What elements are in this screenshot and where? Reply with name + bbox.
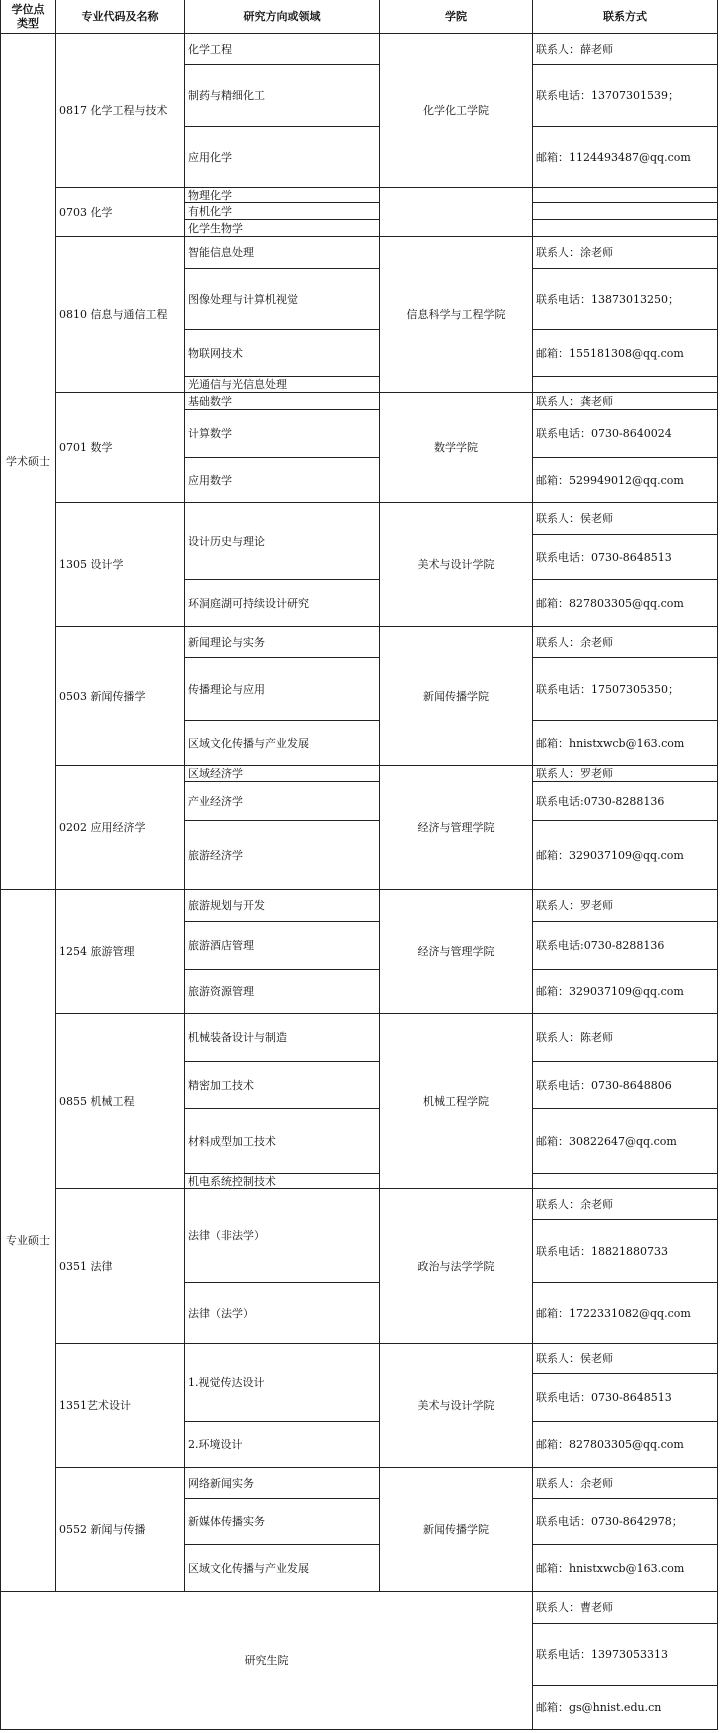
contact-cell [532,219,718,237]
college-cell [379,1188,533,1344]
college-cell [379,236,533,393]
degree-type-cell-text: 学术硕士 [6,455,50,468]
direction-cell [184,202,380,220]
contact-cell-text: 联系电话：13973053313 [536,1648,668,1661]
contact-cell [532,1591,718,1624]
direction-cell [184,329,380,377]
direction-cell-text: 制药与精细化工 [188,89,265,102]
contact-cell [532,1685,718,1730]
direction-cell [184,889,380,922]
major-name-cell-text: 0351 法律 [59,1259,113,1273]
contact-cell-text: 邮箱：329037109@qq.com [536,985,684,998]
major-name-cell-text: 0202 应用经济学 [59,821,146,834]
direction-cell [184,1343,380,1422]
direction-cell [184,376,380,393]
direction-cell-text: 有机化学 [188,204,232,218]
contact-cell [532,657,718,721]
contact-cell [532,64,718,127]
direction-cell [184,781,380,821]
contact-cell [532,1623,718,1686]
direction-cell-text: 计算数学 [188,427,232,440]
direction-cell [184,392,380,410]
direction-cell-text: 材料成型加工技术 [188,1134,276,1148]
contact-cell-text: 联系电话：0730-8648513 [536,550,672,564]
contact-cell [532,392,718,410]
direction-cell-text: 物理化学 [188,188,232,202]
header-major-text: 专业代码及名称 [81,9,159,23]
direction-cell-text: 法律（非法学） [188,1229,265,1242]
contact-cell [532,1013,718,1062]
major-name-cell-text: 0503 新闻传播学 [59,689,146,703]
major-name-cell [55,889,185,1014]
contact-cell-text: 邮箱：1124493487@qq.com [536,150,691,164]
contact-cell-text: 邮箱：gs@hnist.edu.cn [536,1701,662,1714]
contact-cell [532,457,718,503]
direction-cell [184,457,380,503]
direction-cell-text: 新闻理论与实务 [188,635,265,649]
contact-cell [532,1421,718,1468]
contact-cell-text: 联系人：曹老师 [536,1601,613,1614]
major-name-cell-text: 0817 化学工程与技术 [59,104,168,117]
college-cell-text: 机械工程学院 [423,1094,489,1108]
college-cell [379,502,533,627]
direction-cell [184,579,380,627]
major-name-cell [55,765,185,890]
direction-cell [184,268,380,330]
major-name-cell [55,626,185,766]
major-name-cell-text: 1351艺术设计 [59,1399,131,1412]
direction-cell-text: 2.环境设计 [188,1438,243,1451]
contact-cell [532,1343,718,1374]
contact-cell-text: 联系电话：13707301539； [536,89,679,102]
college-cell-text: 美术与设计学院 [417,1399,495,1412]
college-cell-text: 美术与设计学院 [417,558,495,571]
major-name-cell [55,392,185,503]
direction-cell [184,64,380,127]
contact-cell [532,720,718,766]
contact-cell-text: 联系电话：13873013250； [536,292,679,306]
direction-cell [184,1498,380,1545]
direction-cell-text: 区域文化传播与产业发展 [188,1561,309,1575]
contact-cell [532,1173,718,1189]
college-cell-text: 新闻传播学院 [423,689,489,703]
direction-cell-text: 产业经济学 [188,794,243,808]
direction-cell [184,720,380,766]
direction-cell-text: 应用数学 [188,473,232,487]
contact-cell-text: 联系电话：0730-8648806 [536,1078,672,1092]
direction-cell-text: 法律（法学） [188,1306,254,1320]
header-direction-text: 研究方向或领域 [243,9,321,23]
contact-cell [532,626,718,658]
college-cell-text: 信息科学与工程学院 [406,308,506,321]
contact-cell [532,579,718,627]
contact-cell-text: 联系人：余老师 [536,1476,613,1490]
major-name-cell [55,1343,185,1468]
header-major [55,0,185,34]
college-cell-text: 数学学院 [434,441,478,454]
contact-cell-text: 联系人：罗老师 [536,767,613,780]
contact-cell-text: 邮箱：827803305@qq.com [536,596,684,610]
direction-cell-text: 物联网技术 [188,346,243,360]
college-cell [379,765,533,890]
contact-cell [532,1467,718,1499]
college-cell [379,1013,533,1189]
college-cell-text: 政治与法学学院 [417,1259,495,1273]
degree-type-cell-text: 专业硕士 [6,1234,50,1247]
direction-cell [184,820,380,890]
contact-cell-text: 联系电话：0730-8640024 [536,427,672,440]
direction-cell [184,1467,380,1499]
header-college-text: 学院 [445,9,467,23]
contact-cell-text: 联系人：余老师 [536,1197,613,1211]
contact-cell [532,126,718,188]
contact-cell-text: 联系电话:0730-8288136 [536,794,665,808]
contact-cell [532,1188,718,1220]
direction-cell-text: 精密加工技术 [188,1078,254,1092]
contact-cell-text: 邮箱：329037109@qq.com [536,848,684,862]
contact-cell [532,376,718,393]
contact-cell-text: 联系人：侯老师 [536,1352,613,1365]
direction-cell [184,1188,380,1283]
direction-cell [184,1544,380,1592]
direction-cell-text: 环洞庭湖可持续设计研究 [188,596,309,610]
header-degree-type [0,0,56,34]
direction-cell-text: 图像处理与计算机视觉 [188,292,298,306]
contact-cell [532,329,718,377]
direction-cell [184,236,380,269]
major-name-cell-text: 1254 旅游管理 [59,945,135,958]
direction-cell-text: 旅游资源管理 [188,985,254,998]
major-name-cell-text: 0810 信息与通信工程 [59,308,168,321]
contact-cell [532,502,718,535]
major-name-cell [55,502,185,627]
contact-cell-text: 邮箱：30822647@qq.com [536,1134,677,1148]
direction-cell-text: 旅游规划与开发 [188,899,265,912]
major-name-cell-text: 1305 设计学 [59,558,124,571]
major-name-cell [55,1013,185,1189]
header-college [379,0,533,34]
contact-cell [532,33,718,65]
college-cell-text: 化学化工学院 [423,104,489,117]
direction-cell-text: 应用化学 [188,150,232,164]
college-cell [379,626,533,766]
direction-cell [184,409,380,458]
contact-cell-text: 邮箱：155181308@qq.com [536,346,684,360]
contact-cell-text: 联系人：罗老师 [536,899,613,912]
direction-cell-text: 化学工程 [188,42,232,56]
college-cell-text: 经济与管理学院 [417,945,495,958]
direction-cell-text: 光通信与光信息处理 [188,378,287,391]
degree-type-cell [0,889,56,1592]
contact-cell-text: 联系电话:0730-8288136 [536,939,665,952]
contact-cell [532,1108,718,1174]
direction-cell-text: 智能信息处理 [188,246,254,259]
contact-cell [532,1219,718,1283]
contact-cell-text: 邮箱：827803305@qq.com [536,1438,684,1451]
contact-cell-text: 联系电话：18821880733 [536,1244,668,1258]
direction-cell-text: 传播理论与应用 [188,682,265,696]
degree-type-cell [0,33,56,890]
direction-cell-text: 基础数学 [188,394,232,408]
direction-cell [184,502,380,580]
direction-cell [184,1173,380,1189]
contact-cell [532,1061,718,1109]
contact-cell [532,409,718,458]
direction-cell-text: 区域经济学 [188,767,243,780]
header-degree-type-text: 学位点 类型 [11,2,45,30]
major-name-cell-text: 0701 数学 [59,441,113,454]
major-name-cell-text: 0703 化学 [59,205,113,219]
college-cell-text: 新闻传播学院 [423,1523,489,1536]
direction-cell [184,1061,380,1109]
contact-cell-text: 联系电话：0730-8648513 [536,1391,672,1404]
contact-cell-text: 联系电话：0730-8642978； [536,1515,683,1528]
direction-cell-text: 旅游酒店管理 [188,939,254,952]
header-direction [184,0,380,34]
graduate-school-cell [0,1591,533,1730]
direction-cell-text: 新媒体传播实务 [188,1515,265,1528]
direction-cell [184,1013,380,1062]
direction-cell [184,657,380,721]
college-cell [379,1343,533,1468]
contact-cell [532,1282,718,1344]
contact-cell [532,1373,718,1422]
contact-cell [532,969,718,1014]
header-contact [532,0,718,34]
direction-cell [184,626,380,658]
direction-cell [184,1108,380,1174]
direction-cell-text: 网络新闻实务 [188,1476,254,1490]
contact-cell-text: 联系人：侯老师 [536,512,613,525]
major-name-cell [55,1188,185,1344]
major-name-cell [55,33,185,188]
contact-cell [532,889,718,922]
contact-cell [532,820,718,890]
direction-cell-text: 机械装备设计与制造 [188,1031,287,1044]
contact-cell-text: 邮箱：1722331082@qq.com [536,1306,691,1320]
contact-cell-text: 联系人：涂老师 [536,246,613,259]
direction-cell [184,126,380,188]
college-cell [379,1467,533,1592]
contact-cell-text: 邮箱：hnistxwcb@163.com [536,1561,685,1575]
direction-cell [184,1282,380,1344]
contact-cell-text: 联系人：薛老师 [536,42,613,56]
college-cell [379,33,533,188]
direction-cell [184,969,380,1014]
direction-cell-text: 化学生物学 [188,221,243,235]
contact-cell-text: 联系人：龚老师 [536,394,613,408]
direction-cell-text: 旅游经济学 [188,848,243,862]
contact-cell-text: 联系人：陈老师 [536,1031,613,1044]
direction-cell-text: 区域文化传播与产业发展 [188,736,309,750]
contact-cell [532,921,718,970]
direction-cell [184,219,380,237]
college-cell [379,187,533,237]
direction-cell [184,921,380,970]
major-name-cell [55,187,185,237]
college-cell [379,889,533,1014]
contact-cell [532,781,718,821]
graduate-school-cell-text: 研究生院 [244,1654,289,1667]
contact-cell [532,1544,718,1592]
contact-cell [532,236,718,269]
direction-cell [184,187,380,203]
major-name-cell-text: 0552 新闻与传播 [59,1523,146,1536]
contact-cell-text: 邮箱：529949012@qq.com [536,473,684,487]
major-name-cell [55,1467,185,1592]
direction-cell [184,33,380,65]
contact-cell [532,187,718,203]
direction-cell-text: 机电系统控制技术 [188,1174,276,1188]
header-contact-text: 联系方式 [603,9,647,23]
direction-cell [184,1421,380,1468]
contact-cell [532,202,718,220]
college-cell-text: 经济与管理学院 [417,821,495,834]
contact-cell-text: 联系人：余老师 [536,635,613,649]
direction-cell [184,765,380,782]
contact-cell [532,1498,718,1545]
direction-cell-text: 1.视觉传达设计 [188,1376,265,1389]
contact-cell-text: 联系电话：17507305350； [536,682,679,696]
contact-cell-text: 邮箱：hnistxwcb@163.com [536,736,685,750]
contact-cell [532,268,718,330]
contact-cell [532,765,718,782]
major-name-cell [55,236,185,393]
major-name-cell-text: 0855 机械工程 [59,1094,135,1108]
contact-cell [532,534,718,580]
college-cell [379,392,533,503]
direction-cell-text: 设计历史与理论 [188,534,265,548]
